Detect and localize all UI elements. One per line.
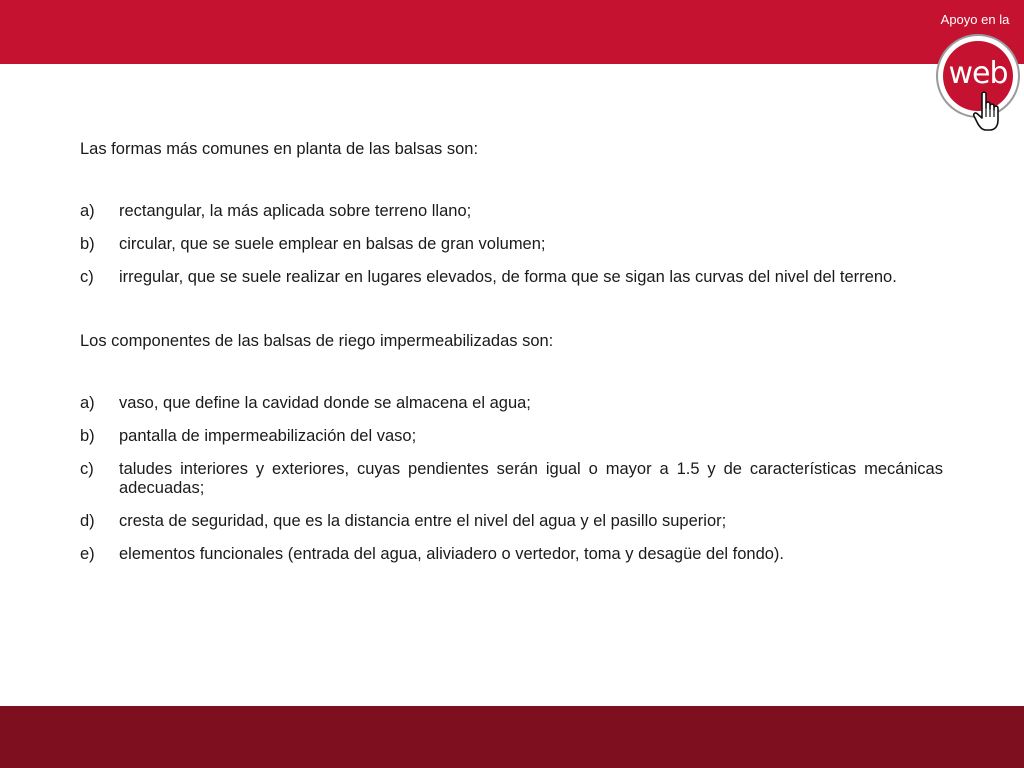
shapes-list [80,202,943,287]
hand-cursor-icon [972,90,1006,134]
list-item [80,268,943,287]
list-item [80,545,943,564]
list-item-text: rectangular, la más aplicada sobre terreno llano; [119,202,472,220]
slide-content [80,140,943,564]
list-item-text: circular, que se suele emplear en balsas de gran volumen; [119,235,546,253]
list-marker: c) [80,268,94,286]
header-band [0,0,1024,64]
list-item-text: pantalla de impermeabilización del vaso; [119,427,417,445]
list-marker: a) [80,202,95,220]
list-item-text: irregular, que se suele realizar en lugares elevados, de forma que se sigan las curvas del nivel del terreno. [119,268,897,286]
list-item-text: taludes interiores y exteriores, cuyas pendientes serán igual o mayor a 1.5 y de características mecánicas adecuadas; [119,460,943,497]
list-item [80,460,943,498]
list-item-text: elementos funcionales (entrada del agua, aliviadero o vertedor, toma y desagüe del fondo). [119,545,785,563]
list-marker: e) [80,545,95,563]
apoyo-web-logo[interactable] [926,0,1024,140]
list-marker: b) [80,235,95,253]
list-marker: c) [80,460,94,478]
list-marker: b) [80,427,95,445]
section-spacer [80,287,943,332]
logo-caption: Apoyo en la [940,12,1010,27]
list-item [80,427,943,446]
list-item [80,394,943,413]
list-item-text: vaso, que define la cavidad donde se almacena el agua; [119,394,531,412]
logo-word: web [948,56,1008,91]
footer-band [0,706,1024,768]
list-marker: d) [80,512,95,530]
list-item [80,202,943,221]
list-item [80,512,943,531]
section2-heading: Los componentes de las balsas de riego impermeabilizadas son: [80,332,554,350]
list-item [80,235,943,254]
list-item-text: cresta de seguridad, que es la distancia entre el nivel del agua y el pasillo superior; [119,512,727,530]
list-marker: a) [80,394,95,412]
components-list [80,394,943,564]
section1-heading: Las formas más comunes en planta de las balsas son: [80,140,479,158]
